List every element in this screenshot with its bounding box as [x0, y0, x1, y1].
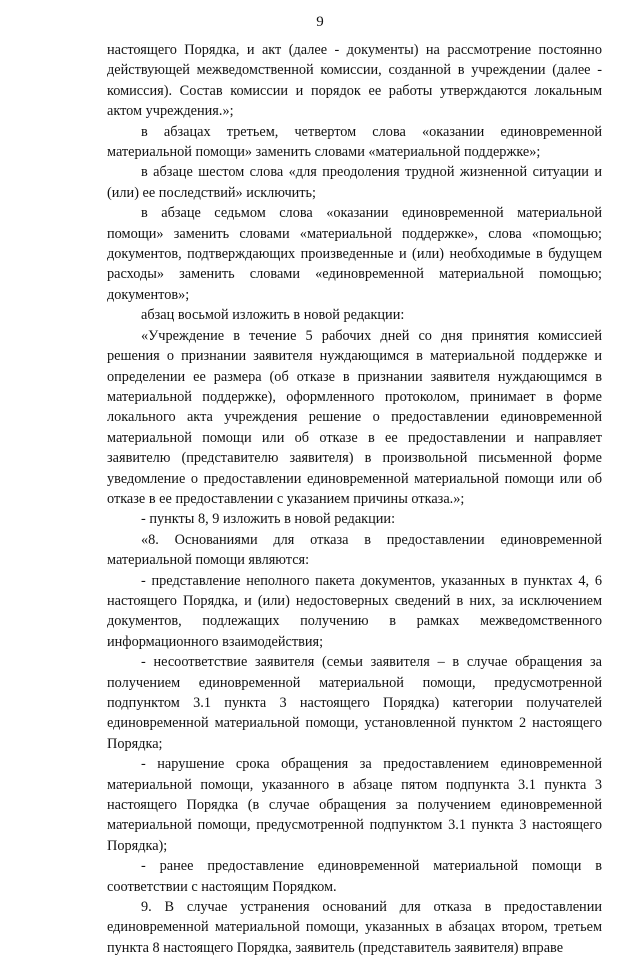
paragraph-13: 9. В случае устранения оснований для отказа в предоставлении единовременной материальной помощи, указанных в абзацах втором, третьем пункта 8 настоящего Порядка, заявитель (представитель заявителя) вправе	[107, 899, 602, 956]
paragraph-10: - несоответствие заявителя (семьи заявителя – в случае обращения за получением единовременной материальной помощи, предусмотренной подпунктом 3.1 пункта 3 настоящего Порядка) категории получателей единовременной материальной помощи, установленной пунктом 2 настоящего Порядка;	[107, 654, 602, 752]
page-number: 9	[316, 14, 324, 30]
paragraph-11: - нарушение срока обращения за предоставлением единовременной материальной помощи, указанного в абзаце пятом подпункта 3.1 пункта 3 настоящего Порядка (в случае обращения за получением единовременной материальной помощи, предусмотренной подпунктом 3.1 пункта 3 настоящего Порядка);	[107, 756, 602, 854]
paragraph-9: - представление неполного пакета документов, указанных в пунктах 4, 6 настоящего Порядка, и (или) недостоверных сведений в них, за исключением документов, подлежащих получению в рамках межведомственного информационного взаимодействия;	[107, 572, 602, 650]
paragraph-4: в абзаце седьмом слова «оказании единовременной материальной помощи» заменить словами «материальной поддержке», слова «помощью; документов, подтверждающих произведенные и (или) необходимые в будущем расходы» заменить словами «единовременной материальной помощью; документов»;	[107, 205, 602, 303]
paragraph-5: абзац восьмой изложить в новой редакции:	[141, 307, 405, 324]
paragraph-12: - ранее предоставление единовременной материальной помощи в соответствии с настоящим Порядком.	[107, 858, 602, 895]
paragraph-8: «8. Основаниями для отказа в предоставлении единовременной материальной помощи являются:	[107, 531, 602, 569]
paragraph-7: - пункты 8, 9 изложить в новой редакции:	[141, 511, 396, 528]
paragraph-6: «Учреждение в течение 5 рабочих дней со дня принятия комиссией решения о признании заявителя нуждающимся в материальной поддержке и определении ее размера (об отказе в признании заявителя нуждающимся в материальной поддержке), оформленного протоколом, принимает в форме локального акта учреждения решение о предоставлении единовременной материальной помощи или об отказе в ее предоставлении и направляет заявителю (представителю заявителя) в произвольной письменной форме уведомление о предоставлении единовременной материальной помощи или об отказе в ее предоставлении с указанием причины отказа.»;	[107, 327, 602, 507]
paragraph-2: в абзацах третьем, четвертом слова «оказании единовременной материальной помощи» заменить словами «материальной поддержке»;	[107, 123, 602, 161]
document-body	[107, 40, 602, 958]
paragraph-1: настоящего Порядка, и акт (далее - документы) на рассмотрение постоянно действующей межведомственной комиссии, созданной в учреждении (далее - комиссия). Состав комиссии и порядок ее работы утверждаются локальным актом учреждения.»;	[107, 42, 602, 120]
paragraph-3: в абзаце шестом слова «для преодоления трудной жизненной ситуации и (или) ее последствий» исключить;	[107, 164, 602, 201]
